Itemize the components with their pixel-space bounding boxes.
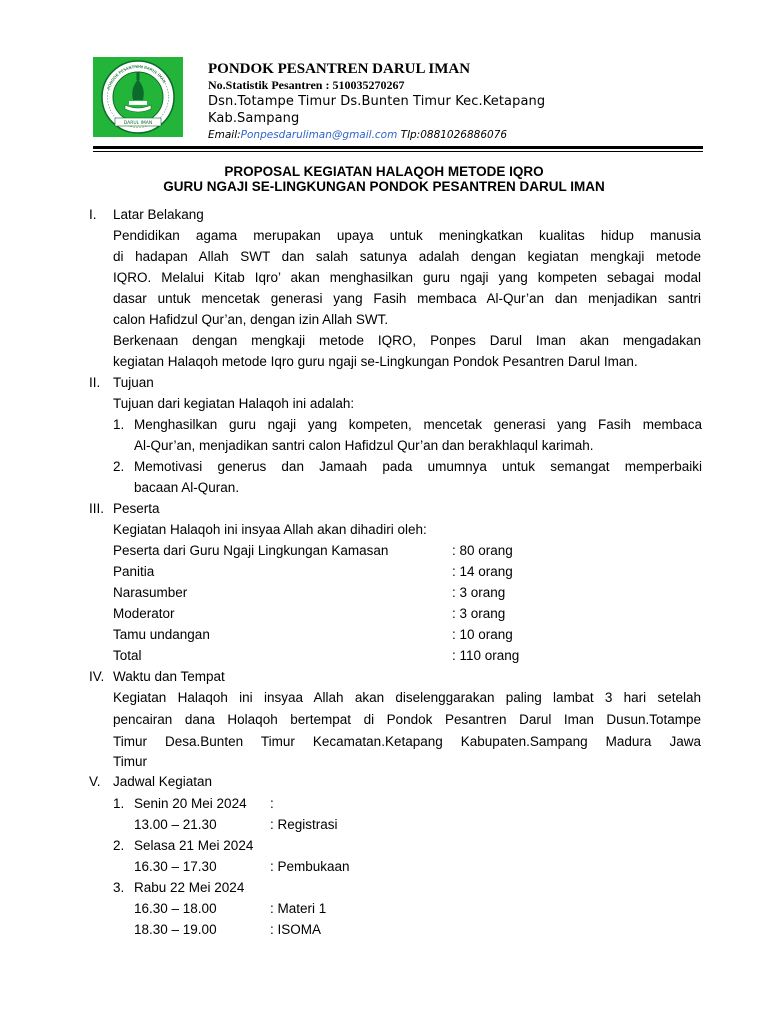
paragraph-line: Pendidikan agama merupakan upaya untuk meningkatkan kualitas hidup manusia <box>113 228 701 243</box>
logo-ribbon-text: DARUL IMAN <box>123 121 153 126</box>
section-number-2: II. <box>89 375 101 390</box>
schedule-activity: : ISOMA <box>270 922 322 937</box>
paragraph-line: kegiatan Halaqoh metode Iqro guru ngaji se-Lingkungan Pondok Pesantren Darul Iman. <box>113 354 638 369</box>
schedule-day-colon: : <box>270 796 274 811</box>
email-label: Email: <box>208 129 241 141</box>
contact-line <box>208 128 545 143</box>
section-heading-3: Peserta <box>113 501 160 516</box>
header-rule-thin <box>93 151 703 152</box>
paragraph-line: Berkenaan dengan mengkaji metode IQRO, Ponpes Darul Iman akan mengadakan <box>113 333 701 348</box>
pesantren-logo <box>93 57 183 137</box>
paragraph-line: Timur <box>113 754 147 769</box>
list-item-line: Memotivasi generus dan Jamaah pada umumnya untuk semangat memperbaiki <box>134 459 702 474</box>
paragraph-line: IQRO. Melalui Kitab Iqro’ akan menghasilkan guru ngaji yang kompeten sebagai modal <box>113 270 701 285</box>
section-heading-4: Waktu dan Tempat <box>113 669 225 684</box>
section-number-1: I. <box>89 207 97 222</box>
list-item-line: Al-Qur’an, menjadikan santri calon Hafidzul Qur’an dan berakhlaqul karimah. <box>134 438 594 453</box>
participant-label: Panitia <box>113 564 155 579</box>
participant-count: : 14 orang <box>452 564 513 579</box>
header-rule-thick <box>93 146 703 149</box>
section-heading-2: Tujuan <box>113 375 154 390</box>
schedule-activity: : Materi 1 <box>270 901 327 916</box>
section-intro: Tujuan dari kegiatan Halaqoh ini adalah: <box>113 396 355 411</box>
list-number: 1. <box>113 417 125 432</box>
section-number-3: III. <box>89 501 105 516</box>
section-intro: Kegiatan Halaqoh ini insyaa Allah akan dihadiri oleh: <box>113 522 427 537</box>
paragraph-line: Kegiatan Halaqoh ini insyaa Allah akan diselenggarakan paling lambat 3 hari setelah <box>113 690 701 705</box>
section-number-4: IV. <box>89 669 105 684</box>
list-item-line: bacaan Al-Quran. <box>134 480 240 495</box>
statistic-number: No.Statistik Pesantren : 510035270267 <box>208 78 405 92</box>
schedule-day: Rabu 22 Mei 2024 <box>134 880 245 895</box>
schedule-time: 13.00 – 21.30 <box>134 817 217 832</box>
paragraph-line: dasar untuk mencetak generasi yang Fasih membaca Al-Qur’an dan menjadikan santri <box>113 291 701 306</box>
section-heading-1: Latar Belakang <box>113 207 204 222</box>
address-line-1: Dsn.Totampe Timur Ds.Bunten Timur Kec.Ketapang <box>208 94 546 109</box>
schedule-time: 16.30 – 18.00 <box>134 901 217 916</box>
participant-count: : 10 orang <box>452 627 513 642</box>
schedule-time: 16.30 – 17.30 <box>134 859 217 874</box>
schedule-activity: : Pembukaan <box>270 859 350 874</box>
paragraph-line: di hadapan Allah SWT dan salah satunya adalah dengan kegiatan mengkaji metode <box>113 249 701 264</box>
email-link[interactable]: Ponpesdaruliman@gmail.com <box>240 129 398 141</box>
list-number: 3. <box>113 880 125 895</box>
schedule-day: Senin 20 Mei 2024 <box>134 796 247 811</box>
list-number: 1. <box>113 796 125 811</box>
schedule-activity: : Registrasi <box>270 817 338 832</box>
participant-label: Moderator <box>113 606 175 621</box>
list-number: 2. <box>113 459 125 474</box>
participant-label: Total <box>113 648 142 663</box>
participant-count: : 110 orang <box>452 648 520 663</box>
letterhead <box>208 61 545 143</box>
phone-number: Tlp:0881026886076 <box>400 129 508 141</box>
participant-label: Peserta dari Guru Ngaji Lingkungan Kamasan <box>113 543 389 558</box>
schedule-time: 18.30 – 19.00 <box>134 922 217 937</box>
institution-name: PONDOK PESANTREN DARUL IMAN <box>208 61 471 77</box>
participant-count: : 80 orang <box>452 543 513 558</box>
section-heading-5: Jadwal Kegiatan <box>113 774 213 789</box>
section-number-5: V. <box>89 774 101 789</box>
schedule-day: Selasa 21 Mei 2024 <box>134 838 254 853</box>
title-line-1: PROPOSAL KEGIATAN HALAQOH METODE IQRO <box>224 164 544 179</box>
logo-ring-text: PONDOK PESANTREN DARUL IMAN <box>106 63 168 91</box>
participant-count: : 3 orang <box>452 606 506 621</box>
title-line-2: GURU NGAJI SE-LINGKUNGAN PONDOK PESANTREN DARUL IMAN <box>163 179 605 194</box>
participant-label: Narasumber <box>113 585 188 600</box>
address-line-2: Kab.Sampang <box>208 111 300 126</box>
paragraph-line: pencairan dana Holaqoh bertempat di Pondok Pesantren Darul Iman Dusun.Totampe <box>113 712 701 727</box>
paragraph-line: calon Hafidzul Qur’an, dengan izin Allah SWT. <box>113 312 389 327</box>
list-item-line: Menghasilkan guru ngaji yang kompeten, mencetak generasi yang Fasih membaca <box>134 417 702 432</box>
list-number: 2. <box>113 838 125 853</box>
participant-label: Tamu undangan <box>113 627 210 642</box>
participant-count: : 3 orang <box>452 585 506 600</box>
paragraph-line: Timur Desa.Bunten Timur Kecamatan.Ketapang Kabupaten.Sampang Madura Jawa <box>113 734 701 749</box>
